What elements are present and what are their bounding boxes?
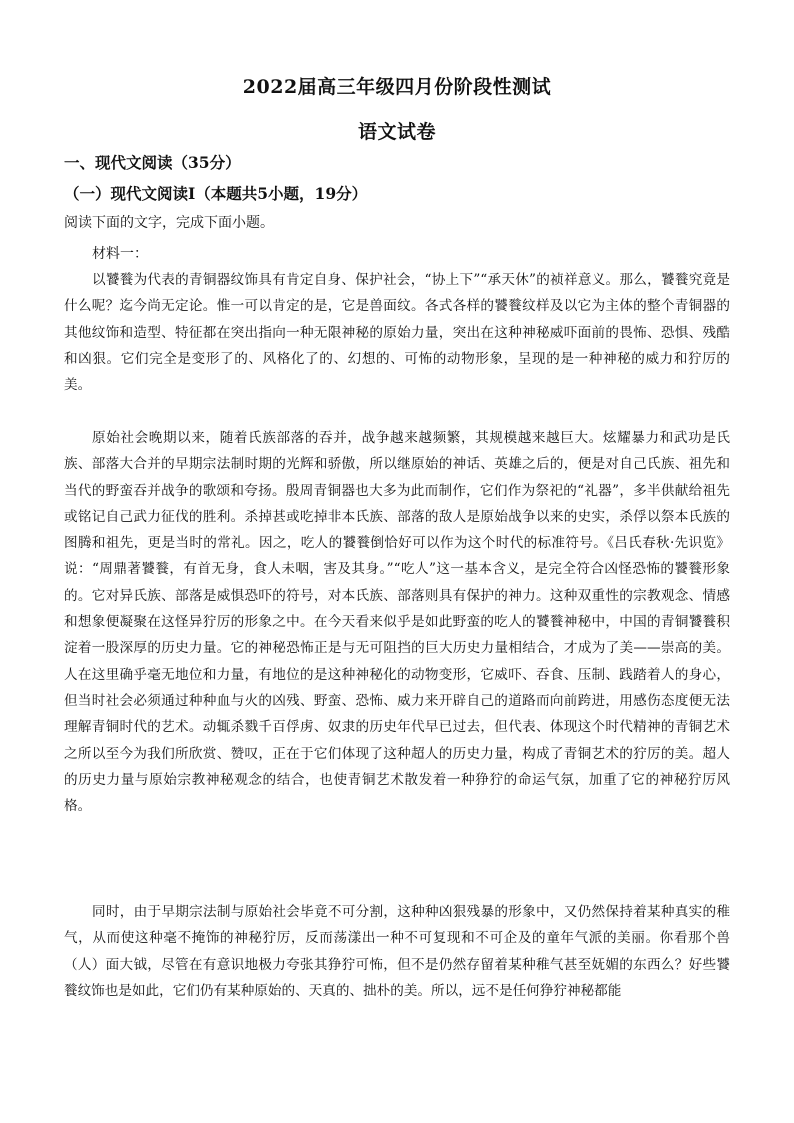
material-label: 材料一： — [92, 246, 148, 262]
subsection-heading: （一）现代文阅读I（本题共5小题，19分） — [64, 184, 368, 203]
exam-title: 2022届高三年级四月份阶段性测试 — [242, 76, 552, 98]
paragraph-1: 以饕餮为代表的青铜器纹饰具有肯定自身、保护社会，“协上下”“承天休”的祯祥意义。那么，饕餮究竟是什么呢？迄今尚无定论。惟一可以肯定的是，它是兽面纹。各式各样的饕餮纹样及以它为主体的整个青铜器的其他纹饰和造型、特征都在突出指向一种无限神秘的原始力量，突出在这种神秘威吓面前的畏怖、恐惧、残酷和凶狠。它们完全是变形了的、风格化了的、幻想的、可怖的动物形象，呈现的是一种神秘的威力和狞厉的美。 — [64, 272, 730, 394]
exam-subtitle: 语文试卷 — [357, 121, 436, 143]
section-heading: 一、现代文阅读（35分） — [64, 153, 241, 172]
paragraph-3: 同时，由于早期宗法制与原始社会毕竟不可分割，这种种凶狠残暴的形象中，又仍然保持着某种真实的稚气，从而使这种毫不掩饰的神秘狞厉，反而荡漾出一种不可复现和不可企及的童年气派的美丽。你看那个兽（人）面大钺，尽管在有意识地极力夸张其狰狞可怖，但不是仍然存留着某种稚气甚至妩媚的东西么？好些饕餮纹饰也是如此，它们仍有某种原始的、天真的、拙朴的美。所以，远不是任何狰狞神秘都能 — [64, 904, 730, 999]
paragraph-2: 原始社会晚期以来，随着氏族部落的吞并，战争越来越频繁，其规模越来越巨大。炫耀暴力和武功是氏族、部落大合并的早期宗法制时期的光辉和骄傲，所以继原始的神话、英雄之后的，便是对自己氏族、祖先和当代的野蛮吞并战争的歌颂和夸扬。殷周青铜器也大多为此而制作，它们作为祭祀的“礼器”，多半供献给祖先或铭记自己武力征伐的胜利。杀掉甚或吃掉非本氏族、部落的敌人是原始战争以来的史实，杀俘以祭本氏族的图腾和祖先，更是当时的常礼。因之，吃人的饕餮倒恰好可以作为这个时代的标准符号。《吕氏春秋·先识览》说：“周鼎著饕餮，有首无身，食人未咽，害及其身。”“吃人”这一基本含义，是完全符合凶怪恐怖的饕餮形象的。它对异氏族、部落是威惧恐吓的符号，对本氏族、部落则具有保护的神力。这种双重性的宗教观念、情感和想象便凝聚在这怪异狞厉的形象之中。在今天看来似乎是如此野蛮的吃人的饕餮神秘中，中国的青铜饕餮积淀着一股深厚的历史力量。它的神秘恐怖正是与无可阻挡的巨大历史力量相结合，才成为了美——崇高的美。人在这里确乎毫无地位和力量，有地位的是这种神秘化的动物变形，它威吓、吞食、压制、践踏着人的身心，但当时社会必须通过种种血与火的凶残、野蛮、恐怖、威力来开辟自己的道路而向前跨进，用感伤态度便无法理解青铜时代的艺术。动辄杀戮千百俘虏、奴隶的历史年代早已过去，但代表、体现这个时代精神的青铜艺术之所以至今为我们所欣赏、赞叹，正在于它们体现了这种超人的历史力量，构成了青铜艺术的狞厉的美。超人的历史力量与原始宗教神秘观念的结合，也使青铜艺术散发着一种狰狞的命运气氛，加重了它的神秘狞厉风格。 — [64, 430, 730, 815]
instruction-text: 阅读下面的文字，完成下面小题。 — [64, 215, 274, 231]
